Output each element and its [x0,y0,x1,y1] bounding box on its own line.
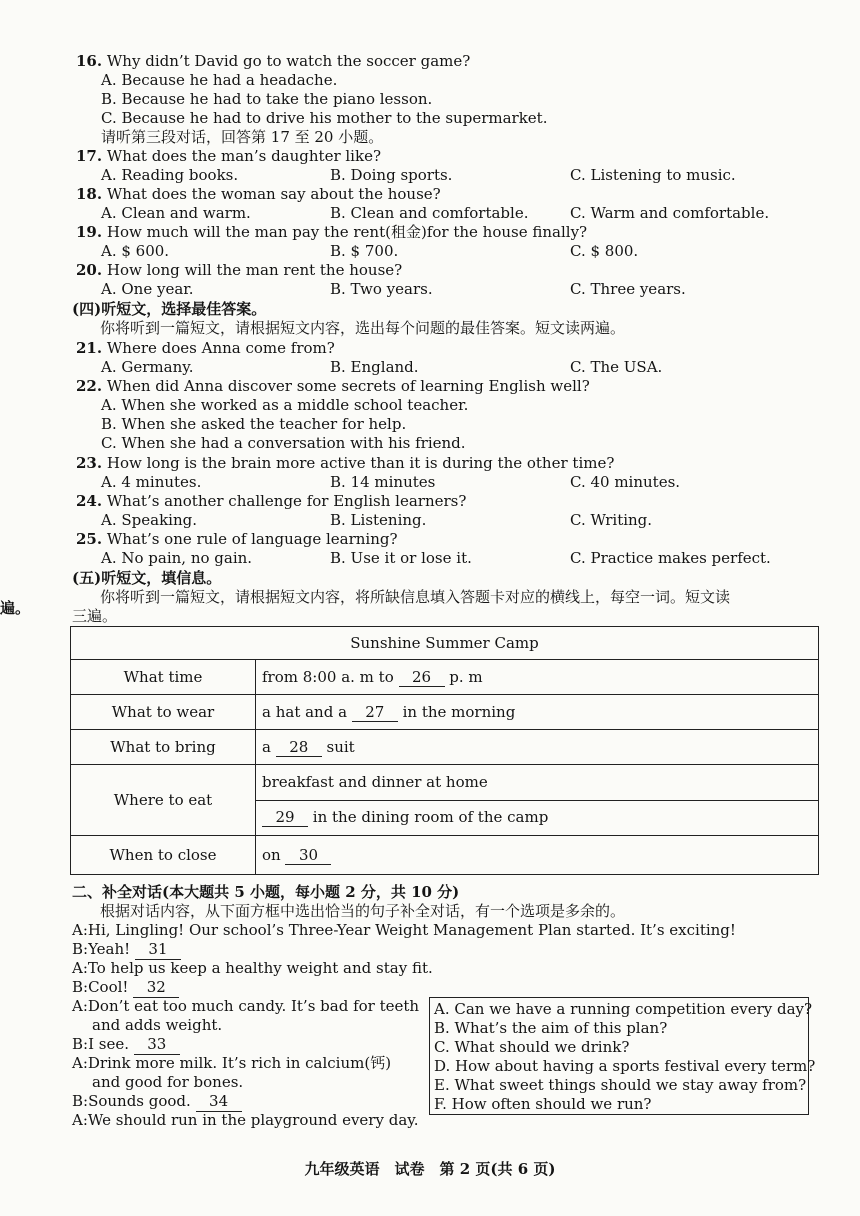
question-number: 17. [76,147,103,165]
question-text: How long is the brain more active than it is during the other time? [106,454,615,472]
option-20c: C. Three years. [570,280,686,298]
part-2-instruction: 根据对话内容，从下面方框中选出恰当的句子补全对话，有一个选项是多余的。 [100,902,626,920]
dialog-line-5: A:Don’t eat too much candy. It’s bad for teeth [72,997,420,1015]
answer-options-box [429,997,816,1115]
option-16a: A. Because he had a headache. [101,71,338,89]
value-text: a [262,737,271,756]
question-24 [76,492,466,511]
value-text: in the morning [402,702,516,721]
option-17c: C. Listening to music. [570,166,736,184]
dialog-text: B:Sounds good. [72,1092,191,1110]
blank-28[interactable]: 28 [276,738,322,757]
question-text: How long will the man rent the house? [106,261,403,279]
dialog-line-3: A:To help us keep a healthy weight and stay fit. [72,959,433,977]
blank-30[interactable]: 30 [285,846,331,865]
question-number: 23. [76,454,103,472]
question-16 [76,52,470,71]
value-text: p. m [449,667,483,686]
section-5-instruction-1: 你将听到一篇短文，请根据短文内容，将所缺信息填入答题卡对应的横线上，每空一词。短文读 [100,588,731,606]
option-f: F. How often should we run? [434,1095,652,1113]
option-18c: C. Warm and comfortable. [570,204,770,222]
question-text: When did Anna discover some secrets of learning English well? [106,377,590,395]
option-25a: A. No pain, no gain. [101,549,253,567]
instruction-17-20: 请听第三段对话，回答第 17 至 20 小题。 [101,128,384,146]
question-number: 18. [76,185,103,203]
dialog-line-8: A:Drink more milk. It’s rich in calcium(钙) [72,1054,392,1072]
blank-27[interactable]: 27 [352,703,398,722]
camp-table-title: Sunshine Summer Camp [71,627,819,660]
option-25b: B. Use it or lose it. [330,549,472,567]
question-21 [76,339,335,358]
dialog-line-11: A:We should run in the playground every day. [72,1111,419,1129]
option-19a: A. $ 600. [101,242,170,260]
option-22c: C. When she had a conversation with his friend. [101,434,466,452]
option-21b: B. England. [330,358,419,376]
camp-value-eat-2 [256,800,819,836]
camp-value-time [256,660,819,695]
camp-label-bring: What to bring [71,730,256,765]
dialog-line-6: and adds weight. [92,1016,223,1034]
dialog-line-4 [72,978,179,998]
value-text: on [262,845,281,864]
camp-label-wear: What to wear [71,695,256,730]
question-number: 22. [76,377,103,395]
dialog-text: B:Cool! [72,978,129,996]
camp-value-bring [256,730,819,765]
option-24b: B. Listening. [330,511,427,529]
option-20a: A. One year. [101,280,194,298]
section-4-instruction: 你将听到一篇短文，请根据短文内容，选出每个问题的最佳答案。短文读两遍。 [100,319,626,337]
question-17 [76,147,381,166]
option-19b: B. $ 700. [330,242,399,260]
camp-label-close: When to close [71,836,256,875]
question-text: What’s one rule of language learning? [106,530,398,548]
option-17b: B. Doing sports. [330,166,453,184]
dialog-text: B:I see. [72,1035,129,1053]
option-23b: B. 14 minutes [330,473,436,491]
option-b: B. What’s the aim of this plan? [434,1019,668,1037]
option-24a: A. Speaking. [101,511,197,529]
option-20b: B. Two years. [330,280,433,298]
question-18 [76,185,441,204]
blank-26[interactable]: 26 [399,668,445,687]
question-number: 25. [76,530,103,548]
option-21a: A. Germany. [101,358,194,376]
blank-34[interactable]: 34 [196,1092,242,1112]
option-22b: B. When she asked the teacher for help. [101,415,407,433]
camp-value-eat-1: breakfast and dinner at home [256,765,819,801]
option-d: D. How about having a sports festival every term? [434,1057,816,1075]
value-text: suit [326,737,355,756]
section-5-instruction-2: 三遍。 [72,607,118,625]
value-text: in the dining room of the camp [312,808,549,827]
dialog-line-9: and good for bones. [92,1073,244,1091]
question-text: What’s another challenge for English learners? [106,492,467,510]
option-17a: A. Reading books. [101,166,239,184]
value-text: a hat and a [262,702,348,721]
option-18a: A. Clean and warm. [101,204,251,222]
blank-32[interactable]: 32 [133,978,179,998]
value-text: from 8:00 a. m to [262,667,394,686]
question-text: Where does Anna come from? [106,339,335,357]
blank-29[interactable]: 29 [262,808,308,827]
option-21c: C. The USA. [570,358,663,376]
option-25c: C. Practice makes perfect. [570,549,771,567]
dialog-line-2 [72,940,181,960]
section-4-heading: (四)听短文，选择最佳答案。 [72,300,267,318]
question-number: 20. [76,261,103,279]
option-16c: C. Because he had to drive his mother to the supermarket. [101,109,548,127]
option-c: C. What should we drink? [434,1038,630,1056]
camp-label-time: What time [71,660,256,695]
question-23 [76,454,614,473]
dialog-line-7 [72,1035,180,1055]
margin-mark: 遍。 [0,599,31,617]
section-5-heading: (五)听短文，填信息。 [72,569,222,587]
question-25 [76,530,398,549]
option-24c: C. Writing. [570,511,653,529]
camp-value-close [256,836,819,875]
question-20 [76,261,402,280]
option-16b: B. Because he had to take the piano lesson. [101,90,433,108]
question-22 [76,377,590,396]
camp-value-wear [256,695,819,730]
option-a: A. Can we have a running competition every day? [434,1000,813,1018]
question-text: How much will the man pay the rent(租金)for the house finally? [106,223,588,241]
camp-label-eat: Where to eat [71,765,256,836]
question-number: 19. [76,223,103,241]
part-2-heading: 二、补全对话(本大题共 5 小题，每小题 2 分，共 10 分) [72,883,460,901]
question-number: 16. [76,52,103,70]
blank-33[interactable]: 33 [134,1035,180,1055]
question-number: 21. [76,339,103,357]
option-19c: C. $ 800. [570,242,639,260]
question-number: 24. [76,492,103,510]
question-19 [76,223,587,242]
option-23c: C. 40 minutes. [570,473,681,491]
option-e: E. What sweet things should we stay away from? [434,1076,807,1094]
page-footer: 九年级英语 试卷 第 2 页(共 6 页) [304,1160,556,1178]
option-23a: A. 4 minutes. [101,473,202,491]
question-text: What does the man’s daughter like? [106,147,381,165]
option-18b: B. Clean and comfortable. [330,204,529,222]
camp-info-table [70,626,819,875]
blank-31[interactable]: 31 [135,940,181,960]
dialog-line-1: A:Hi, Lingling! Our school’s Three-Year Weight Management Plan started. It’s exciting! [72,921,736,939]
question-text: What does the woman say about the house? [106,185,441,203]
option-22a: A. When she worked as a middle school teacher. [101,396,469,414]
question-text: Why didn’t David go to watch the soccer game? [106,52,471,70]
dialog-line-10 [72,1092,242,1112]
dialog-text: B:Yeah! [72,940,131,958]
